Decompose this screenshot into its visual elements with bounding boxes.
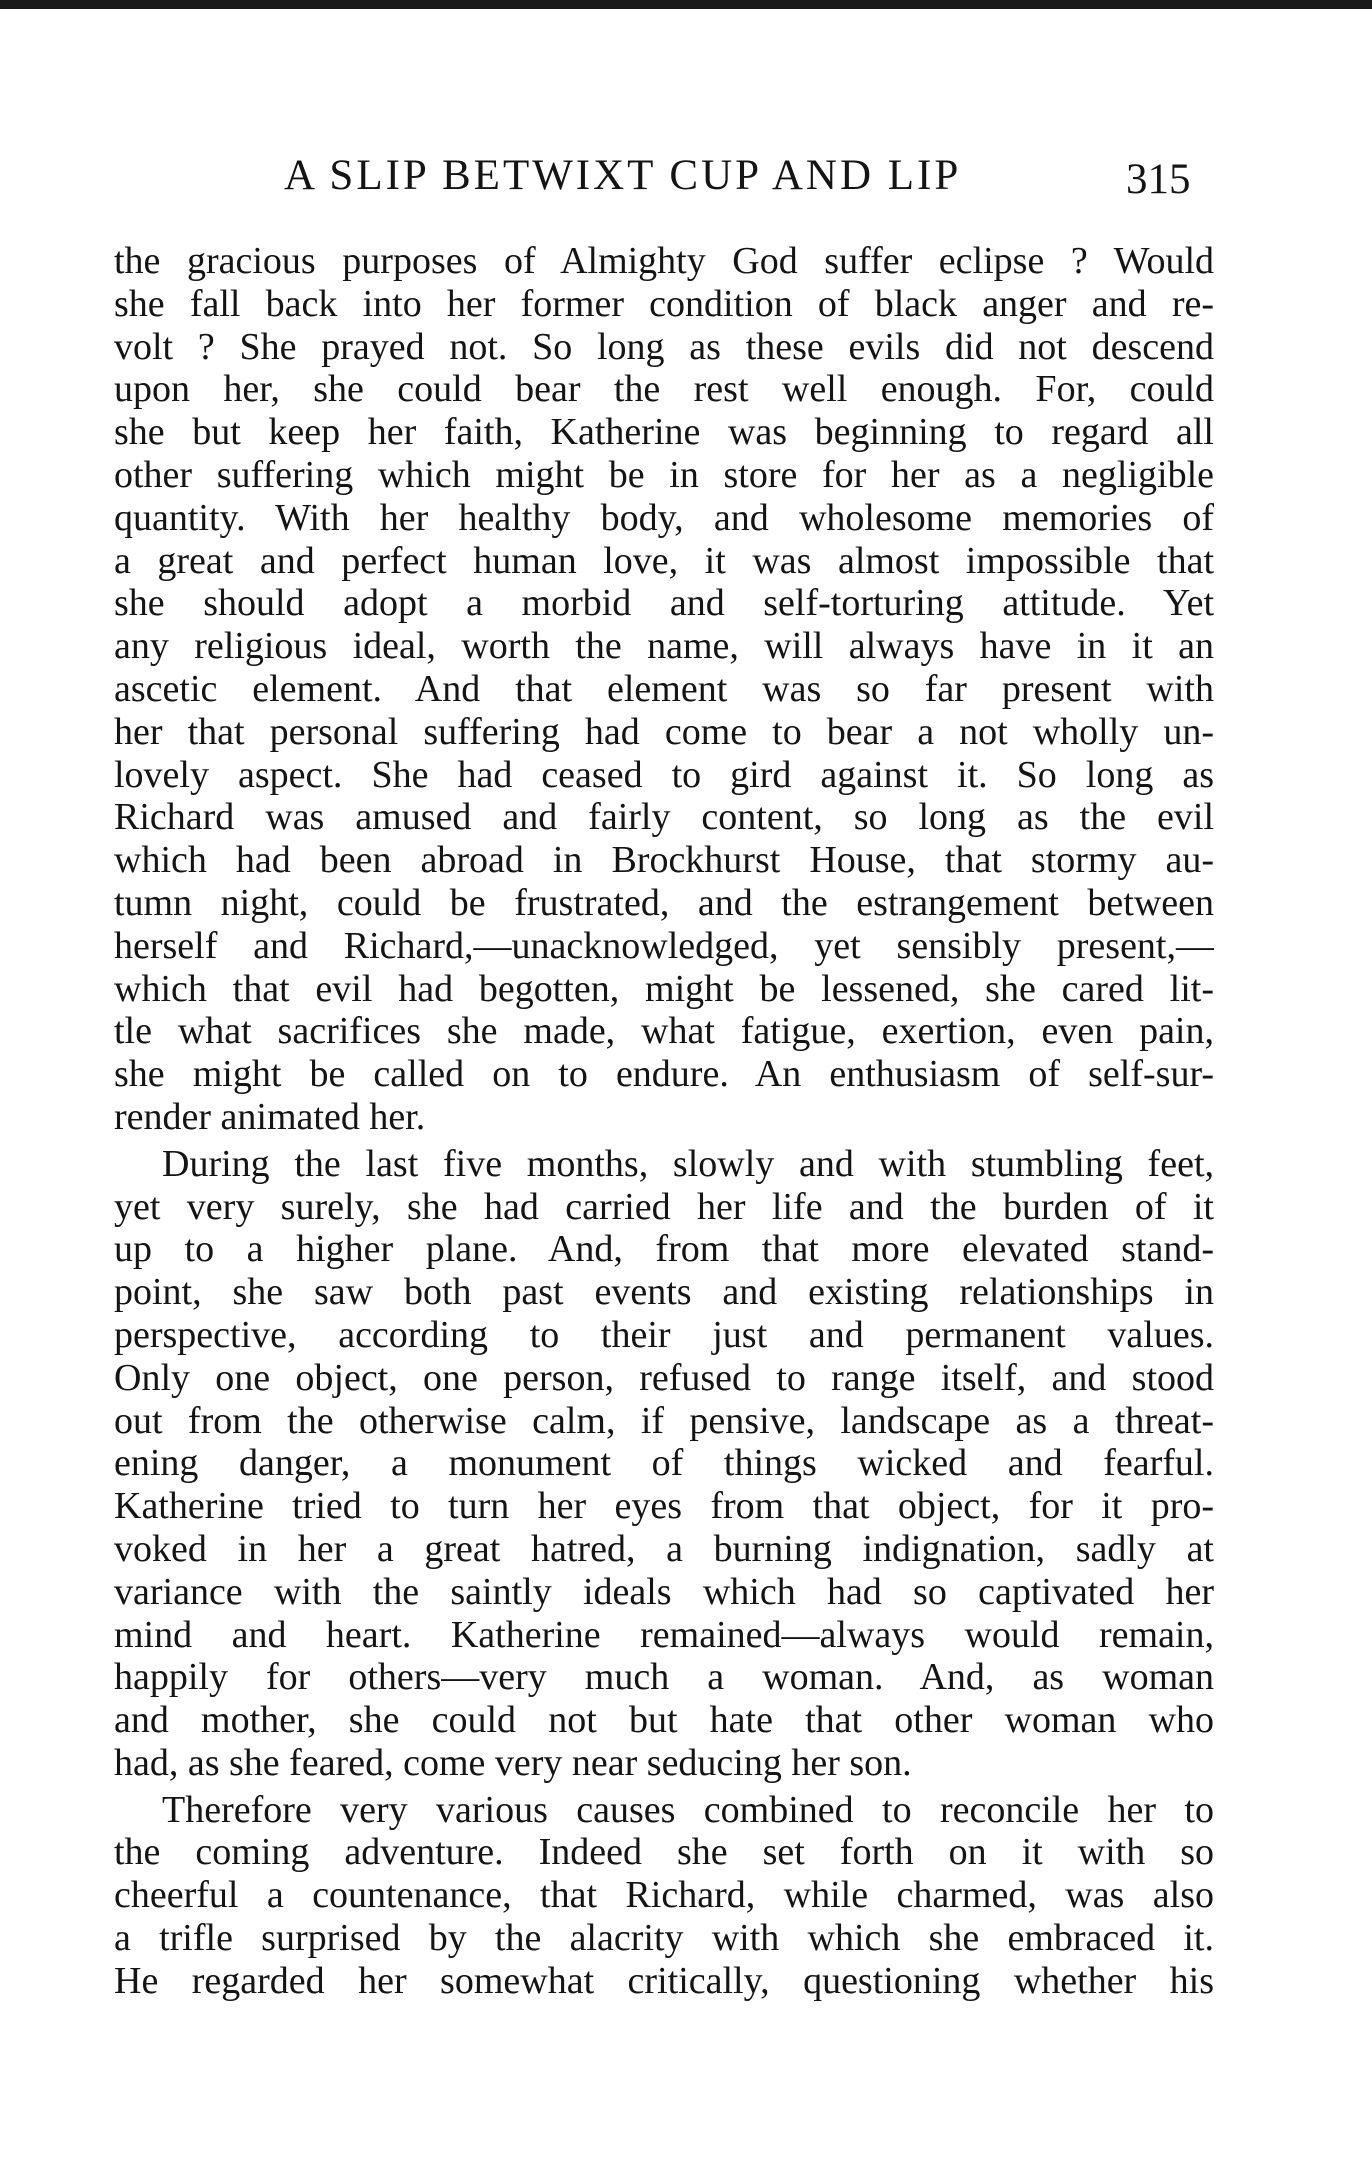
body-text — [114, 240, 1214, 2003]
text-line: which that evil had begotten, might be lessened, she cared lit- — [114, 967, 1214, 1010]
text-line: variance with the saintly ideals which had so captivated her — [114, 1570, 1214, 1613]
text-line: tumn night, could be frustrated, and the estrangement between — [114, 881, 1214, 924]
text-line: quantity. With her healthy body, and wholesome memories of — [114, 496, 1214, 539]
running-title: A SLIP BETWIXT CUP AND LIP — [284, 152, 962, 199]
text-line: the gracious purposes of Almighty God suffer eclipse ? Would — [114, 240, 1214, 282]
text-line: voked in her a great hatred, a burning indignation, sadly at — [114, 1527, 1214, 1570]
text-line: she fall back into her former condition of black anger and re- — [114, 282, 1214, 325]
text-line: point, she saw both past events and existing relationships in — [114, 1271, 1214, 1314]
text-line: Therefore very various causes combined to reconcile her to — [162, 1788, 1214, 1831]
text-line: mind and heart. Katherine remained—always would remain, — [114, 1613, 1214, 1656]
top-rule — [0, 0, 1372, 9]
text-line: ascetic element. And that element was so far present with — [114, 667, 1214, 710]
text-line: other suffering which might be in store for her as a negligible — [114, 453, 1214, 496]
text-line: render animated her. — [114, 1095, 426, 1138]
text-line: herself and Richard,—unacknowledged, yet sensibly present,— — [114, 924, 1214, 967]
text-line: she might be called on to endure. An enthusiasm of self-sur- — [114, 1053, 1214, 1096]
text-line: lovely aspect. She had ceased to gird against it. So long as — [114, 753, 1214, 796]
text-line: Katherine tried to turn her eyes from that object, for it pro- — [114, 1485, 1214, 1528]
text-line: up to a higher plane. And, from that more elevated stand- — [114, 1228, 1214, 1271]
paragraph — [114, 1143, 1214, 1785]
text-line: Only one object, one person, refused to range itself, and stood — [114, 1356, 1214, 1399]
text-line: the coming adventure. Indeed she set forth on it with so — [114, 1831, 1214, 1874]
text-line: yet very surely, she had carried her life and the burden of it — [114, 1185, 1214, 1228]
text-line: ening danger, a monument of things wicked and fearful. — [114, 1442, 1214, 1485]
text-line: had, as she feared, come very near seducing her son. — [114, 1741, 912, 1784]
paragraph — [114, 1789, 1214, 2003]
text-line: her that personal suffering had come to bear a not wholly un- — [114, 710, 1214, 753]
text-line: happily for others—very much a woman. And, as woman — [114, 1656, 1214, 1699]
text-line: she should adopt a morbid and self-torturing attitude. Yet — [114, 582, 1214, 625]
text-line: which had been abroad in Brockhurst House, that stormy au- — [114, 839, 1214, 882]
text-line: During the last five months, slowly and with stumbling feet, — [162, 1142, 1214, 1185]
text-line: a great and perfect human love, it was almost impossible that — [114, 539, 1214, 582]
running-head — [0, 148, 1372, 204]
text-line: tle what sacrifices she made, what fatigue, exertion, even pain, — [114, 1010, 1214, 1053]
text-line: He regarded her somewhat critically, questioning whether his — [114, 1959, 1214, 2002]
text-line: perspective, according to their just and permanent values. — [114, 1313, 1214, 1356]
text-line: upon her, she could bear the rest well enough. For, could — [114, 368, 1214, 411]
page-number: 315 — [1126, 156, 1191, 203]
text-line: any religious ideal, worth the name, will always have in it an — [114, 625, 1214, 668]
text-line: and mother, she could not but hate that other woman who — [114, 1699, 1214, 1742]
text-line: cheerful a countenance, that Richard, while charmed, was also — [114, 1874, 1214, 1917]
text-line: volt ? She prayed not. So long as these evils did not descend — [114, 325, 1214, 368]
text-line: out from the otherwise calm, if pensive, landscape as a threat- — [114, 1399, 1214, 1442]
paragraph — [114, 240, 1214, 1139]
text-line: Richard was amused and fairly content, so long as the evil — [114, 796, 1214, 839]
text-line: she but keep her faith, Katherine was beginning to regard all — [114, 411, 1214, 454]
text-line: a trifle surprised by the alacrity with which she embraced it. — [114, 1917, 1214, 1960]
